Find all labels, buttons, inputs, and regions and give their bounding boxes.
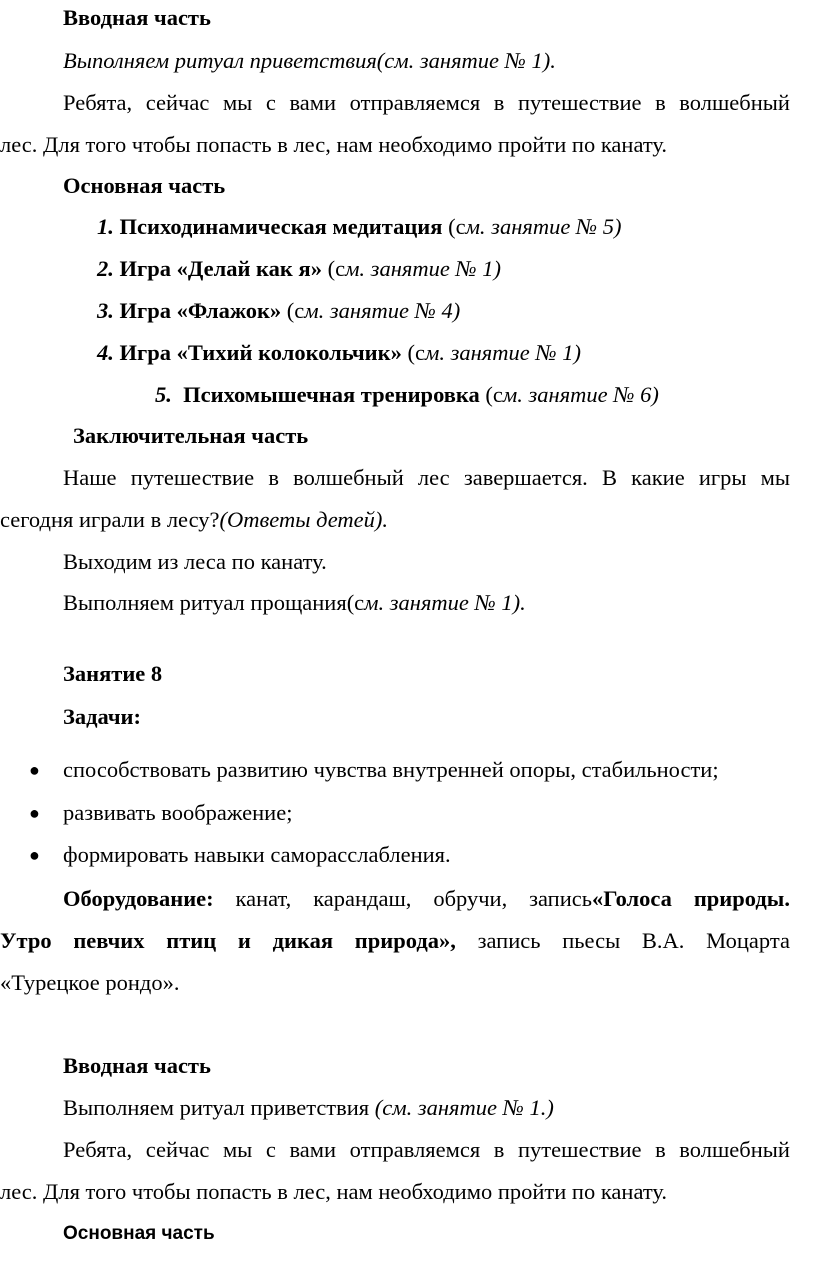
equipment-line-3: «Турецкое рондо».: [0, 970, 180, 995]
lesson-title: Занятие 8: [63, 661, 163, 686]
exit-line: Выходим из леса по канату.: [63, 549, 327, 574]
intro-heading: Вводная часть: [63, 5, 211, 30]
journey-paragraph-2-line-1: Ребята, сейчас мы с вами отправляемся в путешествие в волшебный: [63, 1137, 790, 1162]
exercise-item-1: 1. Психодинамическая медитация (см. занятие № 5): [97, 214, 622, 239]
equipment-line-2: Утро певчих птиц и дикая природа», запись пьесы В.А. Моцарта: [0, 928, 790, 953]
journey-paragraph-2-line-2: лес. Для того чтобы попасть в лес, нам необходимо пройти по канату.: [0, 1179, 668, 1204]
final-paragraph-line-2: сегодня играли в лесу?(Ответы детей).: [0, 507, 389, 532]
ritual-greeting-line-2: Выполняем ритуал приветствия (см. занятие № 1.): [63, 1095, 554, 1120]
bullet-icon: ●: [29, 760, 40, 780]
equipment-label: Оборудование:: [63, 886, 214, 911]
ritual-greeting-line: Выполняем ритуал приветствия(см. занятие № 1).: [63, 48, 556, 73]
bullet-icon: ●: [29, 803, 40, 823]
exercise-item-2: 2. Игра «Делай как я» (см. занятие № 1): [97, 256, 502, 281]
equipment-line-1: Оборудование: канат, карандаш, обручи, запись«Голоса природы.: [63, 884, 790, 914]
journey-paragraph-line-1: Ребята, сейчас мы с вами отправляемся в путешествие в волшебный: [63, 90, 790, 115]
journey-paragraph-line-2: лес. Для того чтобы попасть в лес, нам необходимо пройти по канату.: [0, 132, 668, 157]
bullet-icon: ●: [29, 845, 40, 865]
final-part-heading: Заключительная часть: [73, 423, 309, 448]
exercise-item-3: 3. Игра «Флажок» (см. занятие № 4): [97, 298, 461, 323]
final-paragraph-line-1: Наше путешествие в волшебный лес завершается. В какие игры мы: [63, 465, 790, 490]
intro-heading-2: Вводная часть: [63, 1053, 211, 1078]
main-part-heading: Основная часть: [63, 173, 226, 198]
tasks-heading: Задачи:: [63, 704, 142, 729]
farewell-line: Выполняем ритуал прощания(см. занятие № 1).: [63, 590, 526, 615]
main-part-heading-2: Основная часть: [63, 1223, 215, 1244]
document-page: Вводная часть Выполняем ритуал приветствия(см. занятие № 1). Ребята, сейчас мы с вами отправляемся в путешествие в волшебный лес. Для того чтобы попасть в лес, нам необходимо пройти по канату. Основная часть 1. Психодинамическая медитация (см. занятие № 5) 2. Игра «Делай как я» (см. занятие № 1) 3. Игра «Флажок» (см. занятие № 4) 4. Игра «Тихий колокольчик» (см. занятие № 1) 5. Психомышечная тренировка (см. занятие № 6) Заключительная часть Наше путешествие в волшебный лес завершается. В какие игры мы сегодня играли в лесу?(Ответы детей). Выходим из леса по канату. Выполняем ритуал прощания(см. занятие № 1). Занятие 8 Задачи: ● способствовать развитию чувства внутренней опоры, стабильности; ● развивать воображение; ● формировать навыки саморасслабления. Оборудование: канат, карандаш, обручи, запись«Голоса природы. Утро певчих птиц и дикая природа», запись пьесы В.А. Моцарта «Турецкое рондо». Вводная часть Выполняем ритуал приветствия (см. занятие № 1.) Ребята, сейчас мы с вами отправляемся в путешествие в волшебный лес. Для того чтобы попасть в лес, нам необходимо пройти по канату. Основная часть: [0, 0, 816, 1284]
exercise-item-5: 5. Психомышечная тренировка (см. занятие № 6): [155, 382, 659, 407]
exercise-item-4: 4. Игра «Тихий колокольчик» (см. занятие № 1): [97, 340, 581, 365]
